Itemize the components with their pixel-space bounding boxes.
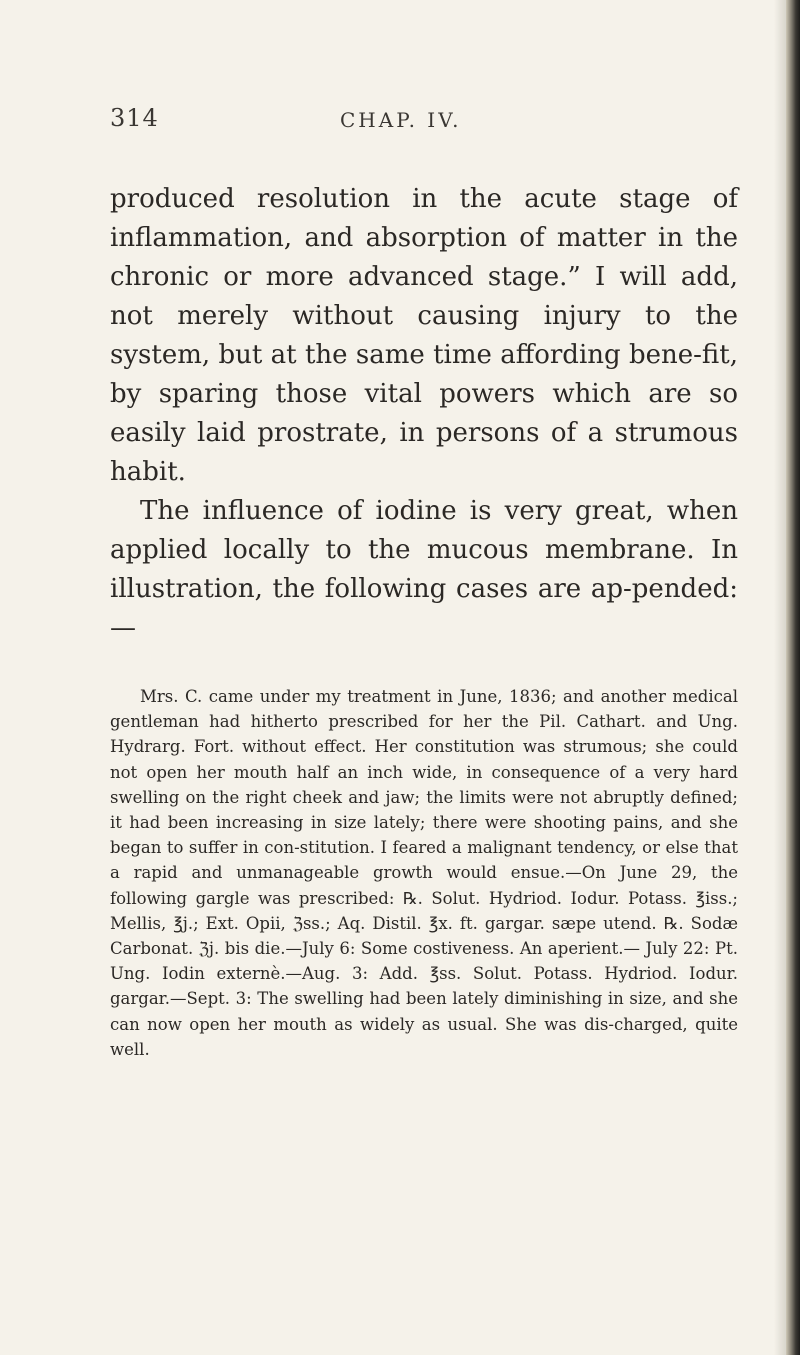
binding-shadow (774, 0, 786, 1355)
paragraph-iodine: The influence of iodine is very great, when applied locally to the mucous membrane. In illustration, the following cases are ap-pended:— (110, 496, 738, 643)
page-edge (786, 0, 800, 1355)
page-number: 314 (110, 104, 159, 132)
case-report (110, 684, 738, 1062)
case-report-text: Mrs. C. came under my treatment in June, 1836; and another medical gentleman had hitherto prescribed for her the Pil. Cathart. and Ung. Hydrarg. Fort. without effect. Her constitution was strumous; she could not open her mouth half an inch wide, in consequence of a very hard swelling on the right cheek and jaw; the limits were not abruptly defined; it had been increasing in size lately; there were shooting pains, and she began to suffer in con-stitution. I feared a malignant tendency, or else that a rapid and unmanageable growth would ensue.—On June 29, the following gargle was prescribed: ℞. Solut. Hydriod. Iodur. Potass. ℥iss.; Mellis, ℥j.; Ext. Opii, ℨss.; Aq. Distil. ℥x. ft. gargar. sæpe utend. ℞. Sodæ Carbonat. ℨj. bis die.—July 6: Some costiveness. An aperient.— July 22: Pt. Ung. Iodin externè.—Aug. 3: Add. ℥ss. Solut. Potass. Hydriod. Iodur. gargar.—Sept. 3: The swelling had been lately diminishing in size, and she can now open her mouth as widely as usual. She was dis-charged, quite well. (110, 687, 738, 1059)
paragraph-continued: produced resolution in the acute stage of inflammation, and absorption of matter in the chronic or more advanced stage.” I will add, not merely without causing injury to the system, but at the same time affording bene-fit, by sparing those vital powers which are so easily laid prostrate, in persons of a strumous habit. (110, 184, 738, 487)
chapter-heading: CHAP. IV. (340, 108, 462, 132)
main-text (110, 180, 738, 648)
running-head (110, 104, 730, 144)
